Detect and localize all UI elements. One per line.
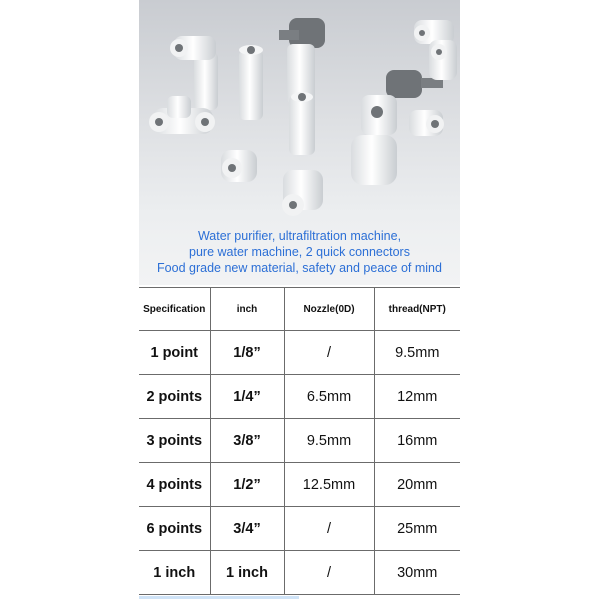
cell-inch: 1/8” (210, 331, 284, 375)
cell-inch: 3/8” (210, 419, 284, 463)
cell-thread: 9.5mm (374, 331, 460, 375)
header-inch: inch (210, 288, 284, 331)
cell-thread: 25mm (374, 507, 460, 551)
caption-line-2: pure water machine, 2 quick connectors (189, 245, 410, 259)
cell-specification: 3 points (139, 419, 210, 463)
table-row (139, 507, 460, 551)
cell-nozzle: 9.5mm (284, 419, 374, 463)
header-nozzle: Nozzle(0D) (284, 288, 374, 331)
bottom-elbow (282, 170, 323, 216)
product-photo (139, 0, 460, 285)
caption-line-3: Food grade new material, safety and peace of mind (157, 261, 442, 275)
cell-nozzle: / (284, 551, 374, 595)
cell-specification: 1 point (139, 331, 210, 375)
product-caption (139, 228, 460, 276)
cell-specification: 6 points (139, 507, 210, 551)
right-ball-valve (351, 70, 444, 185)
cell-inch: 1/4” (210, 375, 284, 419)
ball-valve (279, 18, 325, 155)
cell-specification: 4 points (139, 463, 210, 507)
cell-thread: 12mm (374, 375, 460, 419)
cell-nozzle: / (284, 331, 374, 375)
cell-nozzle: 6.5mm (284, 375, 374, 419)
cell-nozzle: 12.5mm (284, 463, 374, 507)
bottom-accent-line (139, 596, 299, 599)
cell-inch: 3/4” (210, 507, 284, 551)
cell-inch: 1 inch (210, 551, 284, 595)
table-header-row (139, 288, 460, 331)
cell-specification: 1 inch (139, 551, 210, 595)
small-elbow (221, 150, 257, 182)
cell-inch: 1/2” (210, 463, 284, 507)
cell-thread: 30mm (374, 551, 460, 595)
table-row (139, 463, 460, 507)
top-right-fittings (414, 20, 457, 80)
cell-thread: 20mm (374, 463, 460, 507)
header-specification: Specification (139, 288, 210, 331)
table-row (139, 551, 460, 595)
table-row (139, 331, 460, 375)
cell-nozzle: / (284, 507, 374, 551)
header-thread: thread(NPT) (374, 288, 460, 331)
table-row (139, 419, 460, 463)
cell-thread: 16mm (374, 419, 460, 463)
straight-connector (239, 45, 263, 120)
cell-specification: 2 points (139, 375, 210, 419)
specification-table (139, 287, 460, 595)
table-row (139, 375, 460, 419)
caption-line-1: Water purifier, ultrafiltration machine, (197, 229, 402, 243)
